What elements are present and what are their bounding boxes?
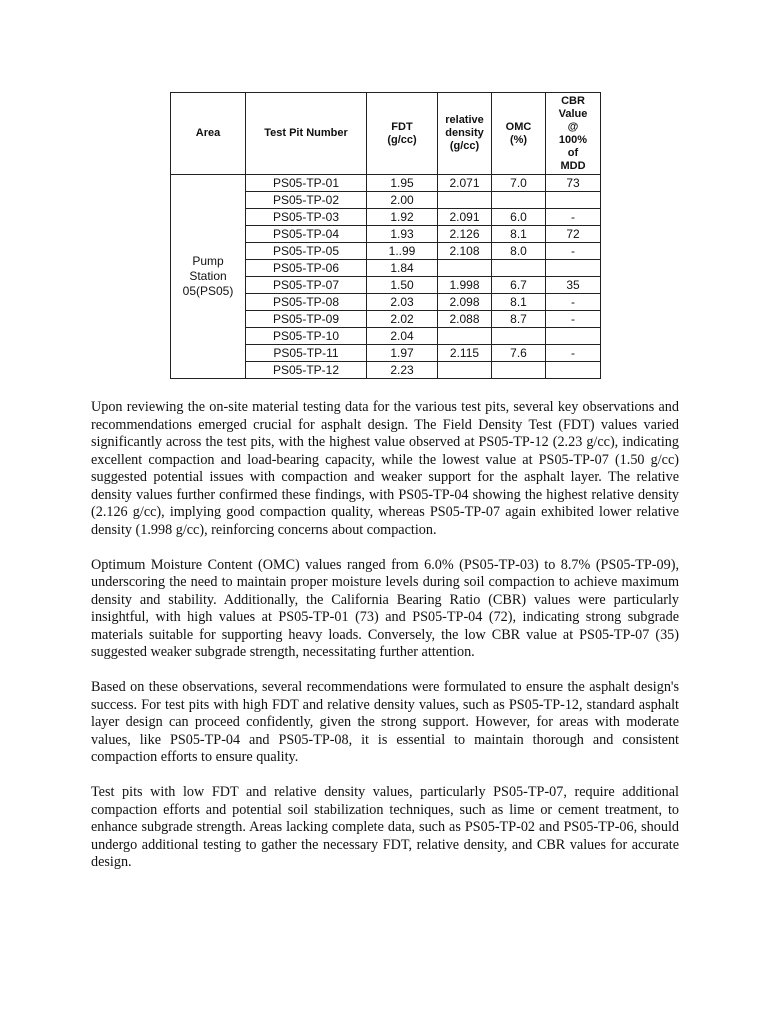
header-cbr [546,93,601,175]
cell-relative-density: 2.071 [438,175,492,192]
cell-fdt: 2.03 [367,294,438,311]
header-area: Area [171,93,246,175]
cell-test-pit: PS05-TP-07 [246,277,367,294]
header-relative-density [438,93,492,175]
header-cbr-line: CBR [561,94,585,107]
cell-relative-density: 1.998 [438,277,492,294]
cell-omc [492,362,546,379]
cell-relative-density: 2.126 [438,226,492,243]
header-fdt [367,93,438,175]
cell-fdt: 2.02 [367,311,438,328]
header-cbr-line: of [567,146,579,159]
cell-relative-density: 2.088 [438,311,492,328]
cell-cbr: - [546,345,601,362]
test-pit-table-container [170,92,601,379]
cell-fdt: 1.50 [367,277,438,294]
cell-cbr [546,328,601,345]
cell-fdt: 1.93 [367,226,438,243]
cell-test-pit: PS05-TP-10 [246,328,367,345]
cell-relative-density [438,328,492,345]
cell-test-pit: PS05-TP-11 [246,345,367,362]
cell-test-pit: PS05-TP-08 [246,294,367,311]
cell-test-pit: PS05-TP-03 [246,209,367,226]
cell-test-pit: PS05-TP-02 [246,192,367,209]
header-cbr-line: 100% [558,133,588,146]
cell-omc: 6.0 [492,209,546,226]
paragraph-omc-cbr: Optimum Moisture Content (OMC) values ranged from 6.0% (PS05-TP-03) to 8.7% (PS05-TP-09), underscoring the need to maintain proper moisture levels during soil compaction to achieve maximum density and stability. Additionally, the California Bearing Ratio (CBR) values were particularly insightful, with high values at PS05-TP-01 (73) and PS05-TP-04 (72), indicating strong subgrade materials suitable for supporting heavy loads. Conversely, the low CBR value at PS05-TP-07 (35) suggested weaker subgrade strength, necessitating further attention. [91,556,679,660]
cell-relative-density: 2.115 [438,345,492,362]
header-cbr-line: MDD [560,159,586,172]
cell-test-pit: PS05-TP-01 [246,175,367,192]
cell-test-pit: PS05-TP-05 [246,243,367,260]
cell-fdt: 1.92 [367,209,438,226]
paragraph-low-values: Test pits with low FDT and relative density values, particularly PS05-TP-07, require additional compaction efforts and potential soil stabilization techniques, such as lime or cement treatment, to enhance subgrade strength. Areas lacking complete data, such as PS05-TP-02 and PS05-TP-06, should undergo additional testing to gather the necessary FDT, relative density, and CBR values for accurate design. [91,784,679,870]
cell-cbr: 72 [546,226,601,243]
cell-relative-density: 2.098 [438,294,492,311]
header-rel-line: (g/cc) [449,140,480,152]
cell-omc: 8.7 [492,311,546,328]
cell-fdt: 2.04 [367,328,438,345]
cell-relative-density [438,260,492,277]
cell-omc: 8.0 [492,243,546,260]
cell-relative-density: 2.108 [438,243,492,260]
area-cell [171,175,246,379]
cell-cbr [546,260,601,277]
analysis-text [91,399,679,889]
cell-cbr: - [546,243,601,260]
cell-fdt: 1.97 [367,345,438,362]
cell-cbr [546,362,601,379]
cell-omc: 8.1 [492,294,546,311]
header-omc-line: (%) [509,133,528,146]
cell-fdt: 1..99 [367,243,438,260]
cell-test-pit: PS05-TP-12 [246,362,367,379]
table-row [171,175,601,192]
cell-omc [492,328,546,345]
cell-omc [492,260,546,277]
cell-test-pit: PS05-TP-06 [246,260,367,277]
header-test-pit-number: Test Pit Number [246,93,367,175]
area-label-line: 05(PS05) [182,284,234,298]
cell-cbr: 35 [546,277,601,294]
cell-cbr: - [546,311,601,328]
cell-fdt: 1.95 [367,175,438,192]
test-pit-table [170,92,601,379]
cell-cbr [546,192,601,209]
cell-fdt: 1.84 [367,260,438,277]
paragraph-observations: Upon reviewing the on-site material testing data for the various test pits, several key observations and recommendations emerged crucial for asphalt design. The Field Density Test (FDT) values varied significantly across the test pits, with the highest value observed at PS05-TP-12 (2.23 g/cc), indicating excellent compaction and load-bearing capacity, while the lowest value at PS05-TP-07 (1.50 g/cc) suggested potential issues with compaction and weaker support for the asphalt layer. The relative density values further confirmed these findings, with PS05-TP-04 showing the highest relative density (2.126 g/cc), implying good compaction quality, whereas PS05-TP-07 again exhibited lower relative density (1.998 g/cc), reinforcing concerns about compaction. [91,399,679,538]
area-label-line: Pump [192,254,224,268]
cell-relative-density [438,362,492,379]
cell-fdt: 2.23 [367,362,438,379]
header-omc [492,93,546,175]
header-cbr-line: @ [567,120,579,133]
cell-test-pit: PS05-TP-09 [246,311,367,328]
cell-relative-density [438,192,492,209]
header-rel-line: density [445,127,484,139]
cell-omc: 7.0 [492,175,546,192]
cell-relative-density: 2.091 [438,209,492,226]
cell-cbr: 73 [546,175,601,192]
cell-test-pit: PS05-TP-04 [246,226,367,243]
header-fdt-line: FDT [391,120,413,133]
cell-cbr: - [546,294,601,311]
cell-omc: 6.7 [492,277,546,294]
cell-omc: 8.1 [492,226,546,243]
paragraph-recommendations: Based on these observations, several recommendations were formulated to ensure the asphalt design's success. For test pits with high FDT and relative density values, such as PS05-TP-12, standard asphalt layer design can proceed confidently, given the strong support. However, for areas with moderate values, like PS05-TP-04 and PS05-TP-08, it is essential to maintain thorough and consistent compaction efforts to ensure quality. [91,679,679,765]
cell-omc [492,192,546,209]
cell-cbr: - [546,209,601,226]
cell-fdt: 2.00 [367,192,438,209]
header-fdt-line: (g/cc) [387,133,417,146]
area-label-line: Station [189,269,227,283]
header-rel-line: relative [445,114,484,126]
cell-omc: 7.6 [492,345,546,362]
header-omc-line: OMC [505,120,532,133]
table-header-row [171,93,601,175]
header-cbr-line: Value [558,107,588,120]
